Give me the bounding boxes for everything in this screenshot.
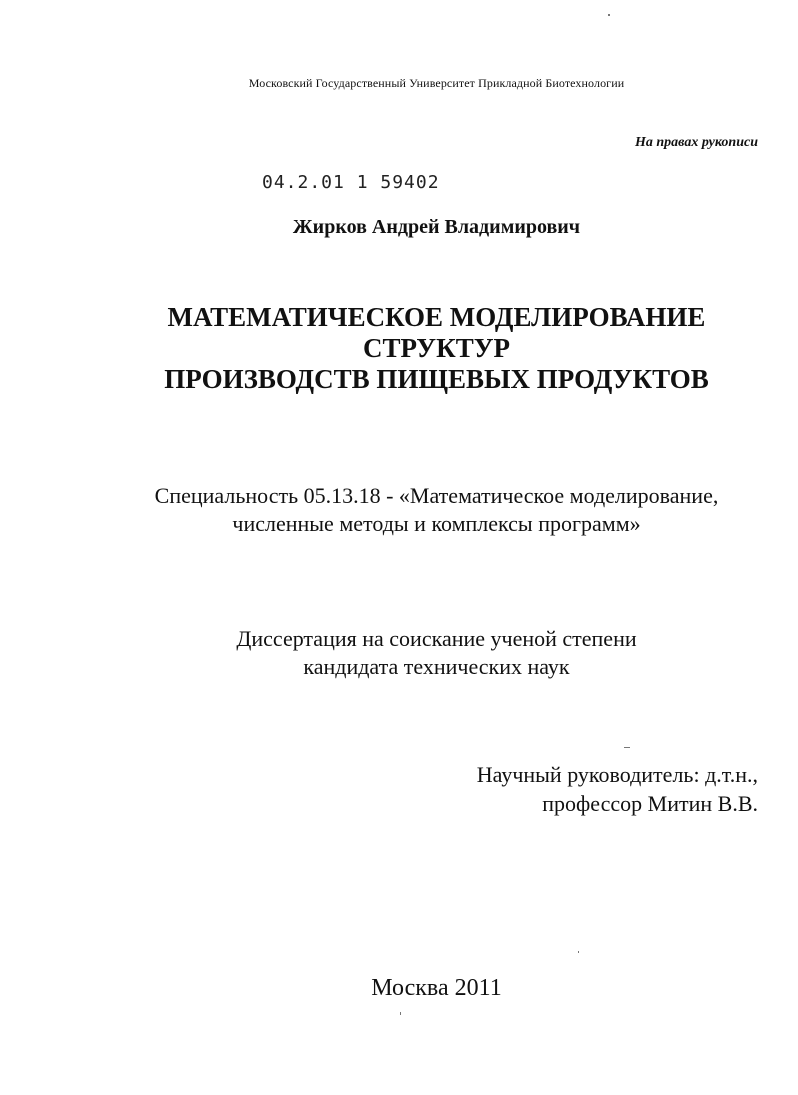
author-name: Жирков Андрей Владимирович — [292, 216, 581, 238]
thesis-title-line: СТРУКТУР — [362, 333, 511, 363]
scientific-supervisor — [477, 760, 758, 818]
scan-speck — [578, 951, 579, 953]
scan-speck — [400, 1012, 401, 1015]
specialty-line: численные методы и комплексы программ» — [232, 511, 641, 536]
specialty-line: Специальность 05.13.18 - «Математическое моделирование, — [154, 483, 719, 508]
supervisor-line: Научный руководитель: д.т.н., — [476, 762, 758, 787]
university-name: Московский Государственный Университет Прикладной Биотехнологии — [248, 76, 625, 90]
registration-stamp-number: 04.2.01 1 59402 — [262, 172, 440, 193]
degree-line: кандидата технических наук — [303, 654, 570, 679]
thesis-title-line: ПРОИЗВОДСТВ ПИЩЕВЫХ ПРОДУКТОВ — [164, 364, 709, 394]
supervisor-line: профессор Митин В.В. — [542, 791, 758, 816]
specialty-description — [0, 482, 798, 538]
degree-statement — [0, 625, 798, 681]
degree-line: Диссертация на соискание ученой степени — [236, 626, 637, 651]
scan-speck — [624, 747, 630, 748]
city-year: Москва 2011 — [371, 975, 502, 1001]
scan-speck — [608, 14, 610, 16]
thesis-title-line: МАТЕМАТИЧЕСКОЕ МОДЕЛИРОВАНИЕ — [167, 302, 706, 332]
thesis-title — [0, 302, 798, 395]
manuscript-rights-note: На правах рукописи — [635, 135, 758, 150]
